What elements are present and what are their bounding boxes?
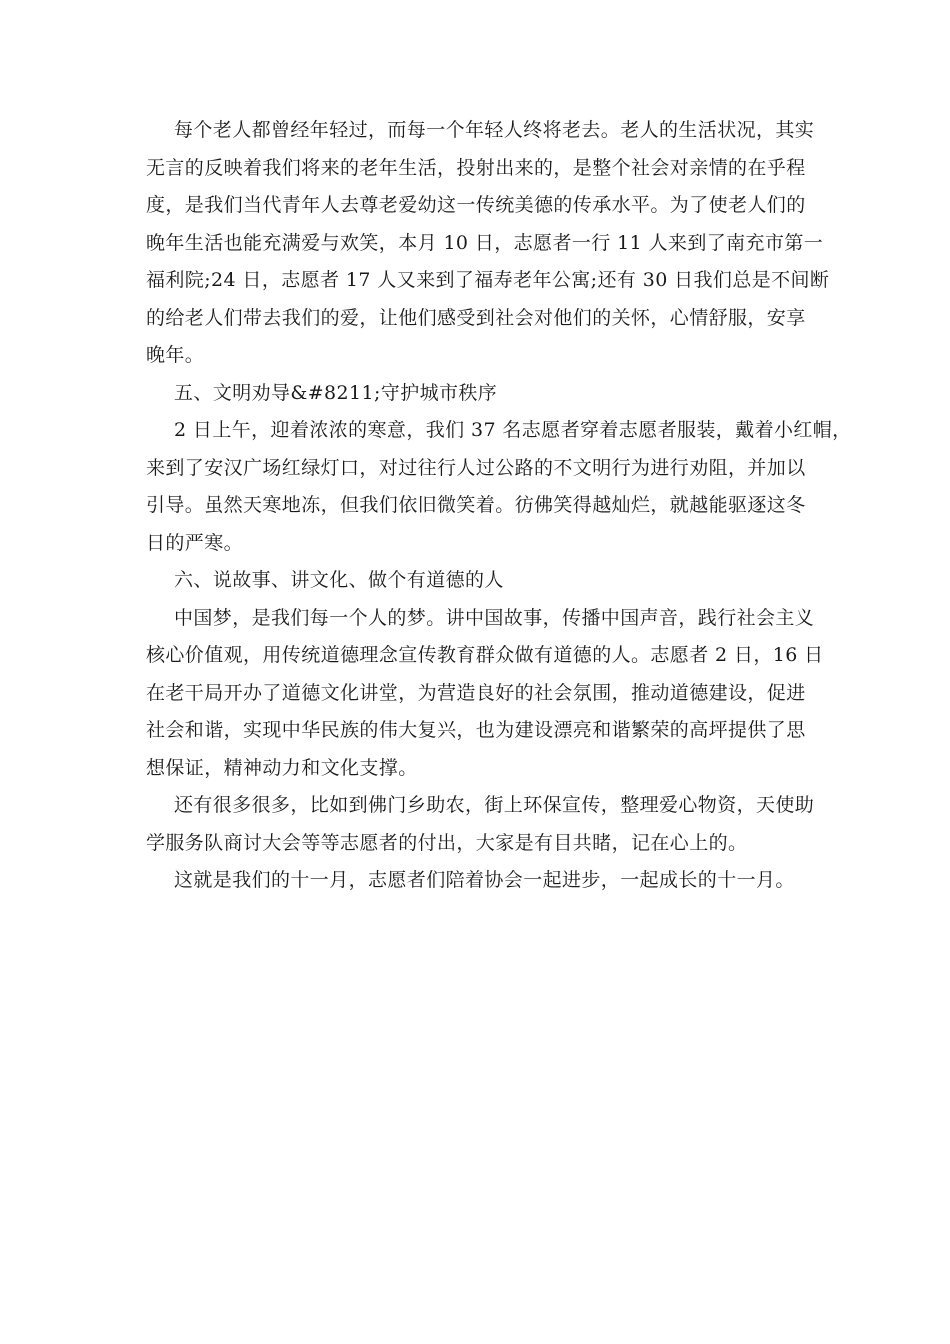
paragraph-china-dream (146, 600, 824, 788)
heading-text: 五、文明劝导&#8211;守护城市秩序 (174, 381, 498, 404)
section-heading-six (146, 562, 806, 600)
heading-text: 六、说故事、讲文化、做个有道德的人 (174, 569, 504, 591)
text-line: 的给老人们带去我们的爱，让他们感受到社会对他们的关怀，心情舒服，安享 (146, 306, 806, 329)
text-line: 引导。虽然天寒地冻，但我们依旧微笑着。彷佛笑得越灿烂，就越能驱逐这冬 (146, 494, 806, 516)
text-line: 想保证，精神动力和文化支撑。 (146, 756, 418, 779)
text-line: 核心价值观，用传统道德理念宣传教育群众做有道德的人。志愿者 2 日，16 日 (146, 644, 824, 666)
text-line: 日的严寒。 (146, 531, 244, 554)
text-line: 来到了安汉广场红绿灯口，对过往行人过公路的不文明行为进行劝阻，并加以 (146, 456, 806, 479)
text-line: 度，是我们当代青年人去尊老爱幼这一传统美德的传承水平。为了使老人们的 (146, 194, 806, 216)
text-line: 福利院;24 日，志愿者 17 人又来到了福寿老年公寓;还有 30 日我们总是不间断 (146, 269, 830, 291)
section-heading-five (146, 375, 806, 413)
paragraph-more-activities (146, 787, 815, 862)
document-body (146, 112, 852, 900)
text-line: 2 日上午，迎着浓浓的寒意，我们 37 名志愿者穿着志愿者服装，戴着小红帽， (174, 419, 852, 441)
text-line: 无言的反映着我们将来的老年生活，投射出来的，是整个社会对亲情的在乎程 (146, 156, 806, 179)
text-line: 晚年。 (146, 344, 205, 366)
text-line: 这就是我们的十一月，志愿者们陪着协会一起进步，一起成长的十一月。 (174, 869, 795, 891)
text-line: 在老干局开办了道德文化讲堂，为营造良好的社会氛围，推动道德建设，促进 (146, 681, 806, 704)
paragraph-civility-persuasion (146, 412, 852, 562)
text-line: 还有很多很多，比如到佛门乡助农，街上环保宣传，整理爱心物资，天使助 (174, 794, 815, 816)
paragraph-elderly-care (146, 112, 830, 375)
text-line: 社会和谐，实现中华民族的伟大复兴，也为建设漂亮和谐繁荣的高坪提供了思 (146, 719, 806, 741)
text-line: 晚年生活也能充满爱与欢笑，本月 10 日，志愿者一行 11 人来到了南充市第一 (146, 231, 824, 254)
text-line: 中国梦，是我们每一个人的梦。讲中国故事，传播中国声音，践行社会主义 (174, 606, 815, 629)
text-line: 每个老人都曾经年轻过，而每一个年轻人终将老去。老人的生活状况，其实 (174, 119, 815, 141)
text-line: 学服务队商讨大会等等志愿者的付出，大家是有目共睹，记在心上的。 (146, 831, 748, 854)
paragraph-closing (146, 862, 806, 900)
